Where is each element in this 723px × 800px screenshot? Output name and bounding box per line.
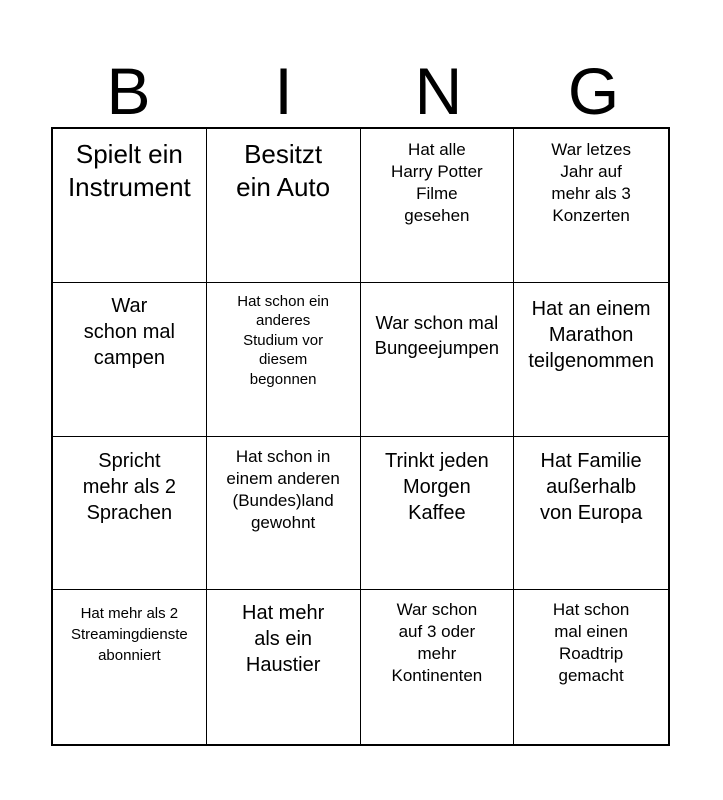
bingo-cell[interactable] — [207, 129, 361, 283]
header-letter-b: B — [106, 54, 151, 128]
bingo-cell[interactable] — [207, 283, 361, 437]
cell-text: War letzes Jahr auf mehr als 3 Konzerten — [551, 140, 631, 225]
bingo-cell[interactable] — [514, 590, 668, 744]
cell-text: Hat schon mal einen Roadtrip gemacht — [552, 600, 630, 686]
bingo-cell[interactable] — [361, 437, 515, 591]
bingo-cell[interactable] — [53, 283, 207, 437]
bingo-cell[interactable] — [361, 590, 515, 744]
cell-text: Hat Familie außerhalb von Europa — [539, 449, 643, 524]
cell-text: Besitzt ein Auto — [236, 139, 331, 202]
bingo-cell[interactable] — [361, 129, 515, 283]
bingo-card — [51, 127, 670, 746]
cell-text: Hat alle Harry Potter Filme gesehen — [391, 140, 483, 225]
bingo-cell[interactable] — [514, 283, 668, 437]
cell-text: Hat schon in einem anderen (Bundes)land gewohnt — [226, 446, 340, 532]
cell-text: Hat an einem Marathon teilgenommen — [528, 297, 654, 372]
bingo-cell[interactable] — [361, 283, 515, 437]
bingo-cell[interactable] — [53, 590, 207, 744]
cell-text: War schon mal campen — [83, 294, 175, 369]
cell-text: War schon auf 3 oder mehr Kontinenten — [391, 600, 483, 686]
header-letter-n: N — [414, 54, 463, 128]
bingo-cell[interactable] — [207, 437, 361, 591]
cell-text: War schon mal Bungeejumpen — [374, 311, 500, 358]
bingo-cell[interactable] — [53, 437, 207, 591]
bingo-cell[interactable] — [207, 590, 361, 744]
cell-text: Hat mehr als 2 Streamingdienste abonniert — [71, 605, 188, 665]
cell-text: Hat mehr als ein Haustier — [242, 602, 325, 677]
header-letter-i: I — [274, 54, 293, 128]
cell-text: Hat schon ein anderes Studium vor diesem begonnen — [237, 292, 329, 388]
header-letter-g: G — [567, 54, 620, 128]
bingo-cell[interactable] — [514, 437, 668, 591]
bingo-cell[interactable] — [53, 129, 207, 283]
bingo-cell[interactable] — [514, 129, 668, 283]
cell-text: Trinkt jeden Morgen Kaffee — [385, 449, 489, 524]
cell-text: Spricht mehr als 2 Sprachen — [82, 449, 177, 524]
cell-text: Spielt ein Instrument — [67, 139, 191, 202]
